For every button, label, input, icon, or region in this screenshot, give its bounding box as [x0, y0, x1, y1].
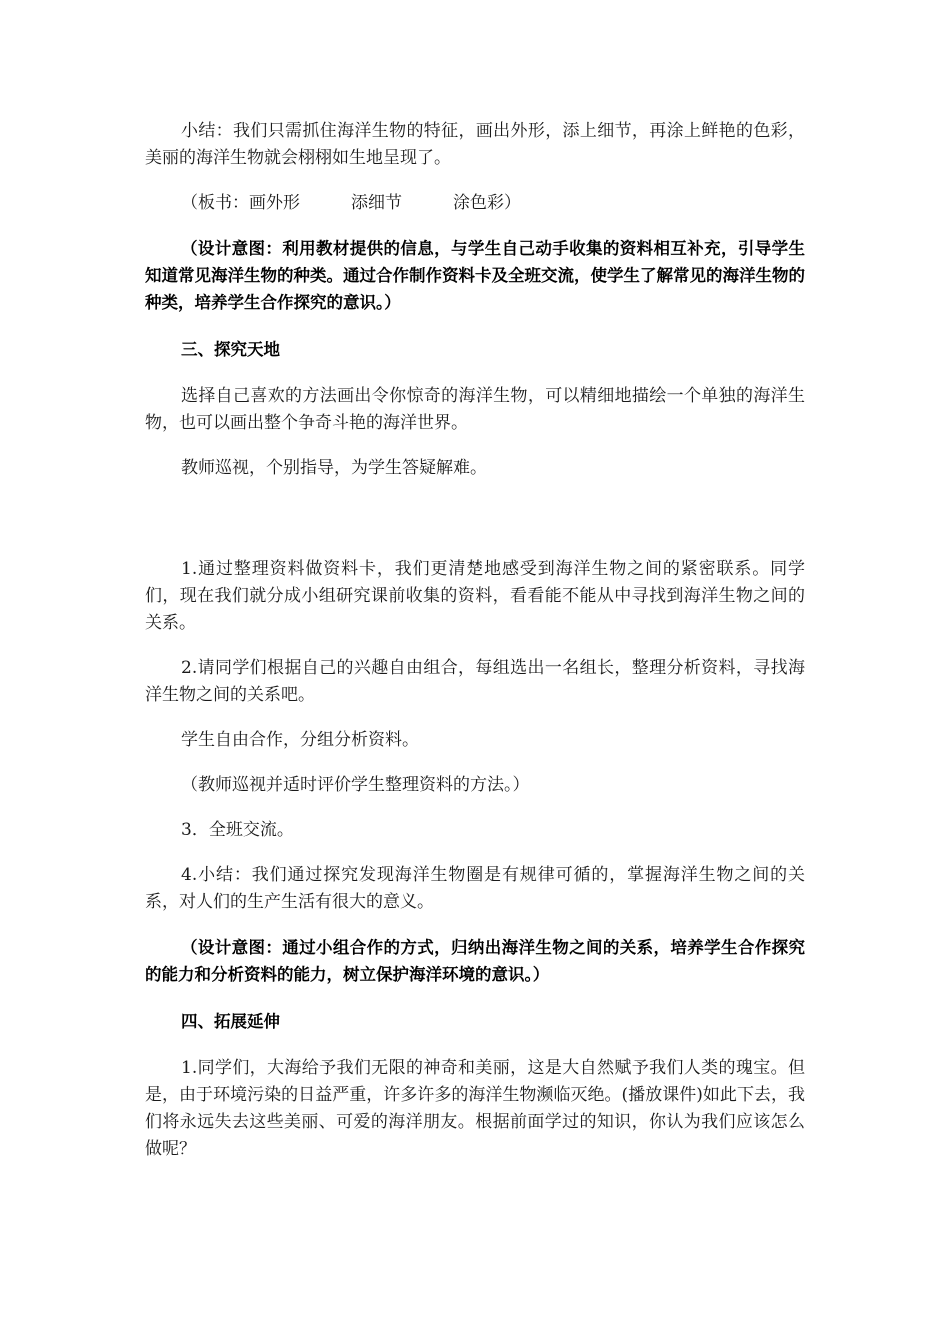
teacher-note: 教师巡视，个别指导，为学生答疑解难。 — [181, 458, 487, 478]
design-intent-1: （设计意图：利用教材提供的信息，与学生自己动手收集的资料相互补充，引导学生知道常见海洋生物的种类。通过合作制作资料卡及全班交流，使学生了解常见的海洋生物的种类，培养学生合作探究的意识。） — [145, 239, 805, 312]
student-activity: 学生自由合作，分组分析资料。 — [181, 730, 419, 750]
step-3-paragraph: 3．全班交流。 — [181, 820, 294, 840]
section-heading-3: 三、探究天地 — [181, 340, 280, 359]
step-1-paragraph: 1.通过整理资料做资料卡，我们更清楚地感受到海洋生物之间的紧密联系。同学们，现在我们就分成小组研究课前收集的资料，看看能不能从中寻找到海洋生物之间的关系。 — [145, 559, 805, 633]
extension-paragraph: 1.同学们，大海给予我们无限的神奇和美丽，这是大自然赋予我们人类的瑰宝。但是，由于环境污染的日益严重，许多许多的海洋生物濒临灭绝。(播放课件)如此下去，我们将永远失去这些美丽、可爱的海洋朋友。根据前面学过的知识，你认为我们应该怎么做呢？ — [145, 1058, 805, 1159]
document-page — [145, 118, 805, 1163]
task-paragraph: 选择自己喜欢的方法画出令你惊奇的海洋生物，可以精细地描绘一个单独的海洋生物，也可以画出整个争奇斗艳的海洋世界。 — [145, 386, 805, 433]
summary-paragraph: 小结：我们只需抓住海洋生物的特征，画出外形，添上细节，再涂上鲜艳的色彩，美丽的海洋生物就会栩栩如生地呈现了。 — [145, 121, 805, 168]
teacher-evaluation-note: （教师巡视并适时评价学生整理资料的方法。） — [181, 775, 530, 795]
section-heading-4: 四、拓展延伸 — [181, 1012, 280, 1031]
blackboard-note: （板书：画外形 添细节 涂色彩） — [181, 193, 521, 213]
step-2-paragraph: 2.请同学们根据自己的兴趣自由组合，每组选出一名组长，整理分析资料，寻找海洋生物之间的关系吧。 — [145, 658, 805, 705]
design-intent-2: （设计意图：通过小组合作的方式，归纳出海洋生物之间的关系，培养学生合作探究的能力和分析资料的能力，树立保护海洋环境的意识。） — [145, 938, 805, 984]
step-4-paragraph: 4.小结：我们通过探究发现海洋生物圈是有规律可循的，掌握海洋生物之间的关系，对人们的生产生活有很大的意义。 — [145, 865, 805, 912]
